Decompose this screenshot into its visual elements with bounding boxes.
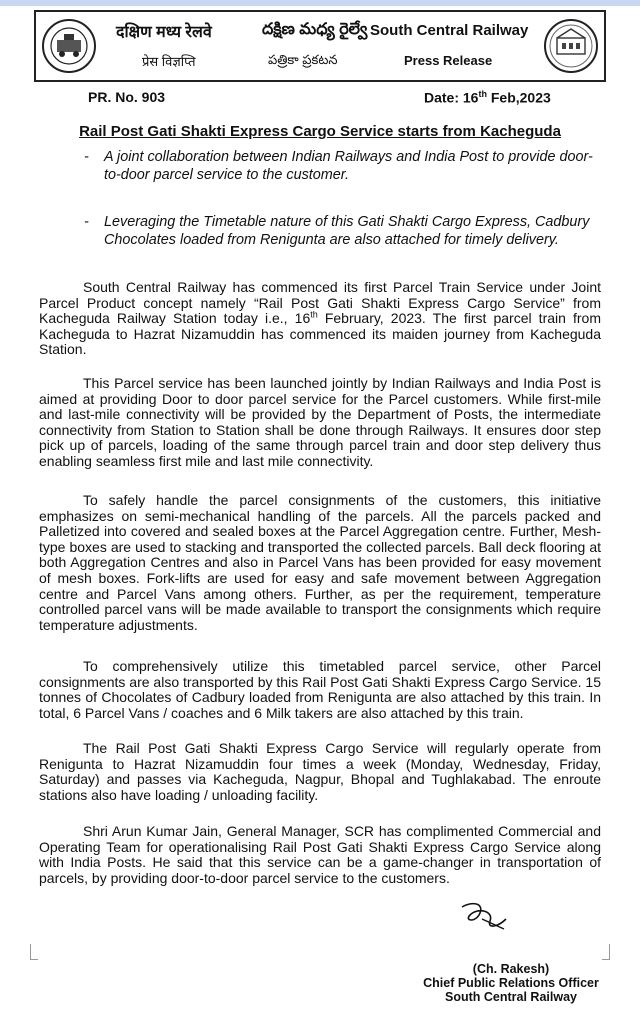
english-subtitle: Press Release [404,53,493,68]
english-title: South Central Railway [370,22,529,39]
paragraph-6: Shri Arun Kumar Jain, General Manager, SCR has complimented Commercial and Operating Team for operationalising Rail Post Gati Shakti Express Cargo Service along with India Posts. He said that this service can be a game-changer in transportation of parcels, by providing door-to-door parcel service to the customers. [39,823,601,886]
indian-railways-logo [40,16,98,76]
bullet-text: A joint collaboration between Indian Railways and India Post to provide door-to-door parcel service to the customer. [104,149,593,183]
page-corner-mark [30,944,38,960]
release-date: Date: 16th Feb,2023 [424,89,551,106]
signature-image [454,897,524,937]
bullet-dash: - [84,214,89,230]
paragraph-2: This Parcel service has been launched jointly by Indian Railways and India Post is aimed at providing Door to door parcel service for the Parcel customers. While first-mile and last-mile connectivity will be provided by the Department of Posts, the intermediate connectivity from Station to Station shall be done through Railways. It ensures door step pick up of parcels, loading of the same through parcel train and door step delivery thus enabling seamless first mile and last mile connectivity. [39,375,601,469]
bullet-dash: - [84,149,89,165]
paragraph-4: To comprehensively utilize this timetabled parcel service, other Parcel consignments are also transported by this Rail Post Gati Shakti Express Cargo Service. 15 tonnes of Chocolates of Cadbury loaded from Renigunta are also attached by this train. In total, 6 Parcel Vans / coaches and 6 Milk takers are also attached by this train. [39,658,601,721]
paragraph-1: South Central Railway has commenced its first Parcel Train Service under Joint Parcel Product concept namely “Rail Post Gati Shakti Express Cargo Service” from Kacheguda Railway Station today i.e., 16th February, 2023. The first parcel train from Kacheguda to Hazrat Nizamuddin has commenced its maiden journey from Kacheguda Station. [39,279,602,358]
paragraph-3: To safely handle the parcel consignments of the customers, this initiative emphasizes on semi-mechanical handling of the parcels. All the parcels packed and Palletized into covered and sealed boxes at the Parcel Aggregation centre. Further, Mesh-type boxes are used to stacking and transported the collected parcels. Ball deck flooring at both Aggregation Centres and also in Parcel Vans has been provided for easy movement of mesh boxes. Fork-lifts are used for easy and safe movement between Aggregation centre and Parcel Vans among others. Further, as per the requirement, temperature controlled parcel vans will be made available to transport the consignments which require temperature adjustments. [39,492,601,633]
page-corner-mark [602,944,610,960]
press-release-number: PR. No. 903 [88,89,166,105]
top-bar [0,0,640,6]
signatory-organization: South Central Railway [445,990,577,1004]
telugu-title: దక్షిణ మధ్య రైల్వే [262,21,368,38]
page-title: Rail Post Gati Shakti Express Cargo Service starts from Kacheguda [79,123,561,140]
letterhead [34,10,606,82]
telugu-subtitle: పత్రికా ప్రకటన [268,52,338,67]
bullet-text: Leveraging the Timetable nature of this Gati Shakti Cargo Express, Cadbury Chocolates loaded from Renigunta are also attached for timely delivery. [104,214,590,248]
scr-emblem-logo [542,16,600,76]
hindi-title: दक्षिण मध्य रेलवे [116,24,212,41]
hindi-subtitle: प्रेस विज्ञप्ति [142,54,196,69]
signatory-designation: Chief Public Relations Officer [423,976,599,990]
signoff-block [416,962,606,1004]
paragraph-5: The Rail Post Gati Shakti Express Cargo Service will regularly operate from Renigunta to Hazrat Nizamuddin four times a week (Monday, Wednesday, Friday, Saturday) and passes via Kacheguda, Nagpur, Bhopal and Tughlakabad. The enroute stations also have loading / unloading facility. [39,740,601,803]
signatory-name: (Ch. Rakesh) [472,962,550,976]
